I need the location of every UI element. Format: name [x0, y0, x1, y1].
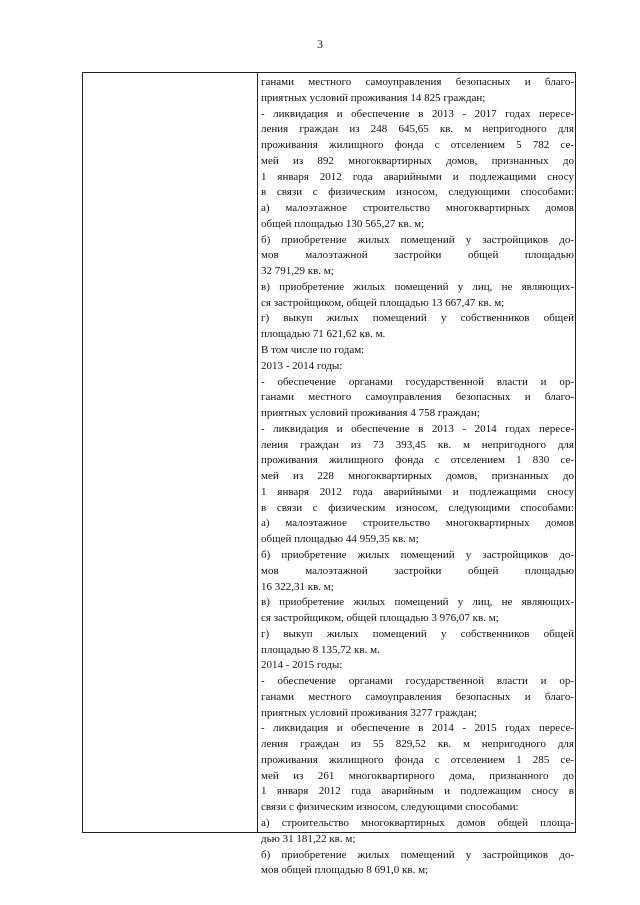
text-line: ся застройщиком, общей площадью 3 976,07 кв. м; [261, 612, 499, 625]
text-line: - ликвидация и обеспечение в 2013 - 2014 годах пересе- [261, 422, 574, 435]
text-line: мов общей площадью 8 691,0 кв. м; [261, 864, 429, 877]
text-line: ганами местного самоуправления безопасных и благо- [261, 76, 574, 88]
text-line: ся застройщиком, общей площадью 13 667,47 кв. м; [261, 296, 505, 309]
text-line: 32 791,29 кв. м; [261, 265, 334, 278]
table-right-column [261, 75, 574, 879]
text-line: в) приобретение жилых помещений у лиц, не являющих- [261, 596, 574, 609]
text-line: 1 января 2012 года аварийными и подлежащими сносу [261, 485, 574, 498]
text-line: ганами местного самоуправления безопасных и благо- [261, 690, 574, 703]
text-line: 2014 - 2015 годы: [261, 659, 343, 672]
text-line: - ликвидация и обеспечение в 2013 - 2017 годах пересе- [261, 107, 574, 120]
text-line: - обеспечение органами государственной власти и ор- [261, 675, 574, 688]
text-line: общей площадью 44 959,35 кв. м; [261, 533, 419, 546]
text-line: б) приобретение жилых помещений у застройщиков до- [261, 548, 574, 561]
document-table [82, 72, 576, 877]
text-line: а) малоэтажное строительство многоквартирных домов [261, 517, 574, 530]
text-line: 2013 - 2014 годы: [261, 359, 343, 372]
text-line: ления граждан из 248 645,65 кв. м непригодного для [261, 123, 574, 136]
text-line: 16 322,31 кв. м; [261, 580, 334, 593]
text-line: - ликвидация и обеспечение в 2014 - 2015 годах пересе- [261, 722, 574, 735]
text-line: приятных условий проживания 4 758 граждан; [261, 407, 480, 420]
text-line: проживания жилищного фонда с отселением 1 830 се- [261, 454, 574, 467]
page-number: 3 [317, 37, 323, 51]
text-line: - обеспечение органами государственной власти и ор- [261, 375, 574, 388]
text-line: в связи с физическим износом, следующими способами: [261, 186, 574, 199]
text-line: В том числе по годам: [261, 344, 365, 357]
text-line: а) строительство многоквартирных домов общей площа- [261, 816, 574, 829]
text-line: б) приобретение жилых помещений у застройщиков до- [261, 848, 574, 861]
text-line: ления граждан из 55 829,52 кв. м непригодного для [261, 738, 574, 751]
text-line: связи с физическим износом, следующими способами: [261, 801, 519, 814]
text-line: площадью 71 621,62 кв. м. [261, 328, 386, 341]
text-line: в) приобретение жилых помещений у лиц, не являющих- [261, 280, 574, 293]
text-line: мов малоэтажной застройки общей площадью [261, 564, 574, 577]
text-line: общей площадью 130 565,27 кв. м; [261, 217, 425, 230]
text-line: проживания жилищного фонда с отселением 5 782 се- [261, 139, 574, 152]
text-line: г) выкуп жилых помещений у собственников общей [261, 627, 574, 640]
text-line: а) малоэтажное строительство многоквартирных домов [261, 202, 574, 215]
text-line: мей из 261 многоквартирного дома, признанного до [261, 769, 574, 782]
table-left-column [83, 73, 258, 832]
text-line: проживания жилищного фонда с отселением 1 285 се- [261, 753, 574, 766]
text-line: ления граждан из 73 393,45 кв. м непригодного для [261, 438, 574, 451]
text-line: мей из 892 многоквартирных домов, признанных до [261, 154, 574, 167]
text-line: 1 января 2012 года аварийными и подлежащими сносу [261, 170, 574, 183]
text-line: приятных условий проживания 3277 граждан; [261, 706, 478, 719]
text-line: дью 31 181,22 кв. м; [261, 832, 356, 845]
text-line: площадью 8 135,72 кв. м. [261, 643, 380, 656]
text-line: мов малоэтажной застройки общей площадью [261, 249, 574, 262]
text-line: ганами местного самоуправления безопасных и благо- [261, 391, 574, 404]
text-line: приятных условий проживания 14 825 граждан; [261, 91, 486, 104]
text-line: мей из 228 многоквартирных домов, признанных до [261, 470, 574, 483]
text-line: г) выкуп жилых помещений у собственников общей [261, 312, 574, 325]
text-line: в связи с физическим износом, следующими способами: [261, 501, 574, 514]
text-line: б) приобретение жилых помещений у застройщиков до- [261, 233, 574, 246]
text-line: 1 января 2012 года аварийным и подлежащим сносу в [261, 785, 574, 798]
